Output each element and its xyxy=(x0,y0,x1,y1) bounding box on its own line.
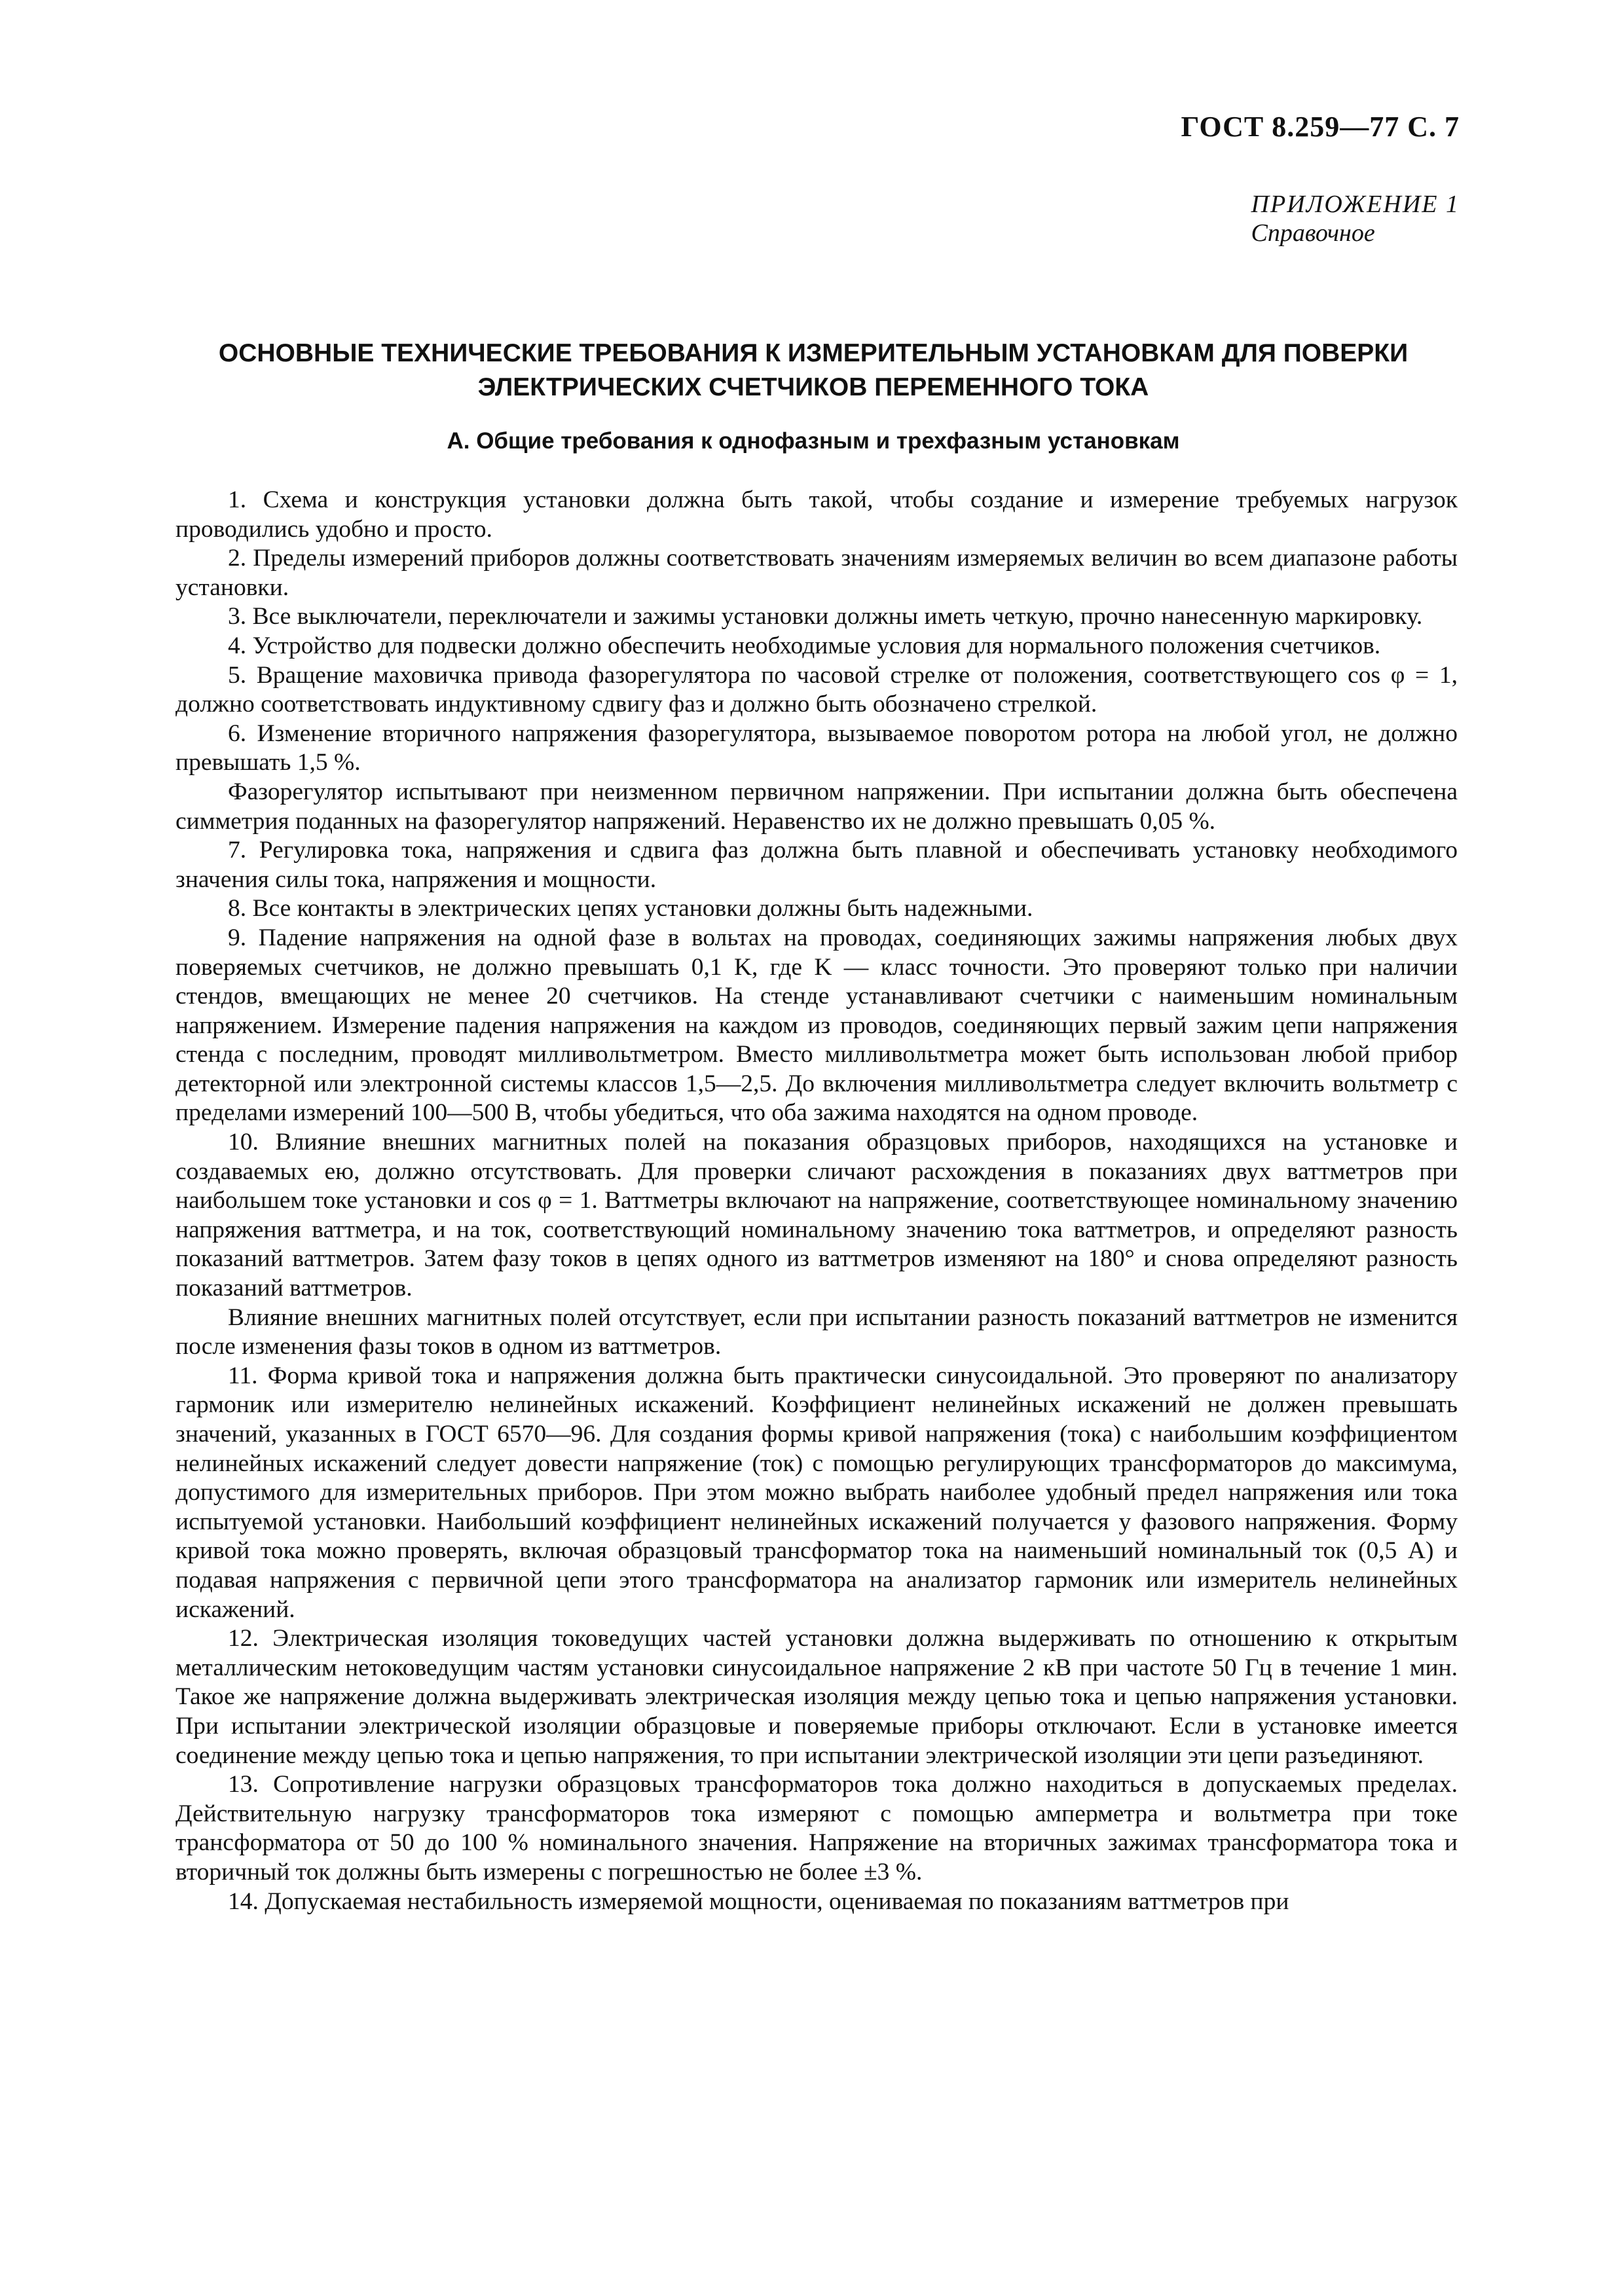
paragraph-11: 11. Форма кривой тока и напряжения должна быть практически синусоидальной. Это проверяют по анализатору гармоник или измерителю нелинейных искажений. Коэффициент нелинейных искажений не должен превышать значений, указанных в ГОСТ 6570—96. Для создания формы кривой напряжения (тока) с наибольшим коэффициентом нелинейных искажений следует довести напряжение (ток) с помощью регулирующих трансформаторов до максимума, допустимого для измерительных приборов. При этом можно выбрать наиболее удобный предел напряжения или тока испытуемой установки. Наибольший коэффициент нелинейных искажений получается у фазового напряжения. Форму кривой тока можно проверять, включая образцовый трансформатор тока на наименьший номинальный ток (0,5 А) и подавая напряжения с первичной цепи этого трансформатора на анализатор гармоник или измеритель нелинейных искажений. xyxy=(175,1362,1458,1623)
paragraph-10: 10. Влияние внешних магнитных полей на показания образцовых приборов, находящихся на установке и создаваемых ею, должно отсутствовать. Для проверки сличают расхождения в показаниях двух ваттметров при наибольшем токе установки и cos φ = 1. Ваттметры включают на напряжение, соответствующее номинальному значению напряжения ваттметра, и на ток, соответствующий номинальному значению тока ваттметров, и определяют разность показаний ваттметров. Затем фазу токов в цепях одного из ваттметров изменяют на 180° и снова определяют разность показаний ваттметров. xyxy=(175,1129,1458,1302)
paragraph-2: 2. Пределы измерений приборов должны соответствовать значениям измеряемых величин во всем диапазоне работы установки. xyxy=(175,545,1458,601)
paragraph-14: 14. Допускаемая нестабильность измеряемой мощности, оцениваемая по показаниям ваттметров при xyxy=(228,1887,1289,1915)
paragraph-1: 1. Схема и конструкция установки должна быть такой, чтобы создание и измерение требуемых нагрузок проводились удобно и просто. xyxy=(175,486,1458,543)
section-heading: А. Общие требования к однофазным и трехфазным установкам xyxy=(447,428,1180,454)
paragraph-6: 6. Изменение вторичного напряжения фазорегулятора, вызываемое поворотом ротора на любой угол, не должно превышать 1,5 %. xyxy=(175,720,1458,776)
paragraph-7: 7. Регулировка тока, напряжения и сдвига фаз должна быть плавной и обеспечивать установку необходимого значения силы тока, напряжения и мощности. xyxy=(175,837,1458,893)
paragraph-4: 4. Устройство для подвески должно обеспечить необходимые условия для нормального положения счетчиков. xyxy=(228,632,1381,659)
paragraph-8: 8. Все контакты в электрических цепях установки должны быть надежными. xyxy=(228,895,1033,922)
paragraph-12: 12. Электрическая изоляция токоведущих частей установки должна выдерживать по отношению к открытым металлическим нетоковедущим частям установки синусоидальное напряжение 2 кВ при частоте 50 Гц в течение 1 мин. Такое же напряжение должна выдерживать электрическая изоляция между цепью тока и цепью напряжения установки. При испытании электрической изоляции образцовые и поверяемые приборы отключают. Если в установке имеется соединение между цепью тока и цепью напряжения, то при испытании электрической изоляции эти цепи разъединяют. xyxy=(175,1625,1458,1769)
paragraph-3: 3. Все выключатели, переключатели и зажимы установки должны иметь четкую, прочно нанесенную маркировку. xyxy=(228,603,1423,630)
paragraph-13: 13. Сопротивление нагрузки образцовых трансформаторов тока должно находиться в допускаемых пределах. Действительную нагрузку трансформаторов тока измеряют с помощью амперметра и вольтметра при токе трансформатора от 50 до 100 % номинального значения. Напряжение на вторичных зажимах трансформатора тока и вторичный ток должны быть измерены с погрешностью не более ±3 %. xyxy=(175,1771,1458,1886)
paragraph-6-continued: Фазорегулятор испытывают при неизменном первичном напряжении. При испытании должна быть обеспечена симметрия поданных на фазорегулятор напряжений. Неравенство их не должно превышать 0,05 %. xyxy=(175,778,1458,835)
paragraph-10-continued: Влияние внешних магнитных полей отсутствует, если при испытании разность показаний ваттметров не изменится после изменения фазы токов в одном из ваттметров. xyxy=(175,1303,1458,1360)
appendix-type: Справочное xyxy=(1251,219,1375,247)
document-title: ОСНОВНЫЕ ТЕХНИЧЕСКИЕ ТРЕБОВАНИЯ К ИЗМЕРИТЕЛЬНЫМ УСТАНОВКАМ ДЛЯ ПОВЕРКИ ЭЛЕКТРИЧЕСКИХ СЧЕТЧИКОВ ПЕРЕМЕННОГО ТОКА xyxy=(218,339,1409,401)
appendix-label: ПРИЛОЖЕНИЕ 1 xyxy=(1251,191,1460,218)
paragraph-9: 9. Падение напряжения на одной фазе в вольтах на проводах, соединяющих зажимы напряжения любых двух поверяемых счетчиков, не должно превышать 0,1 K, где K — класс точности. Это проверяют только при наличии стендов, вмещающих не менее 20 счетчиков. На стенде устанавливают счетчики с наименьшим номинальным напряжением. Измерение падения напряжения на каждом из проводов, соединяющих первый зажим цепи напряжения стенда с последним, проводят милливольтметром. Вместо милливольтметра может быть использован любой прибор детекторной или электронной системы классов 1,5—2,5. До включения милливольтметра следует включить вольтметр с пределами измерений 100—500 В, чтобы убедиться, что оба зажима находятся на одном проводе. xyxy=(175,924,1458,1127)
running-head: ГОСТ 8.259—77 С. 7 xyxy=(1181,111,1460,143)
body-text xyxy=(175,486,1458,1916)
paragraph-5: 5. Вращение маховичка привода фазорегулятора по часовой стрелке от положения, соответствующего cos φ = 1, должно соответствовать индуктивному сдвигу фаз и должно быть обозначено стрелкой. xyxy=(175,661,1458,718)
appendix-label-block xyxy=(1251,190,1460,247)
